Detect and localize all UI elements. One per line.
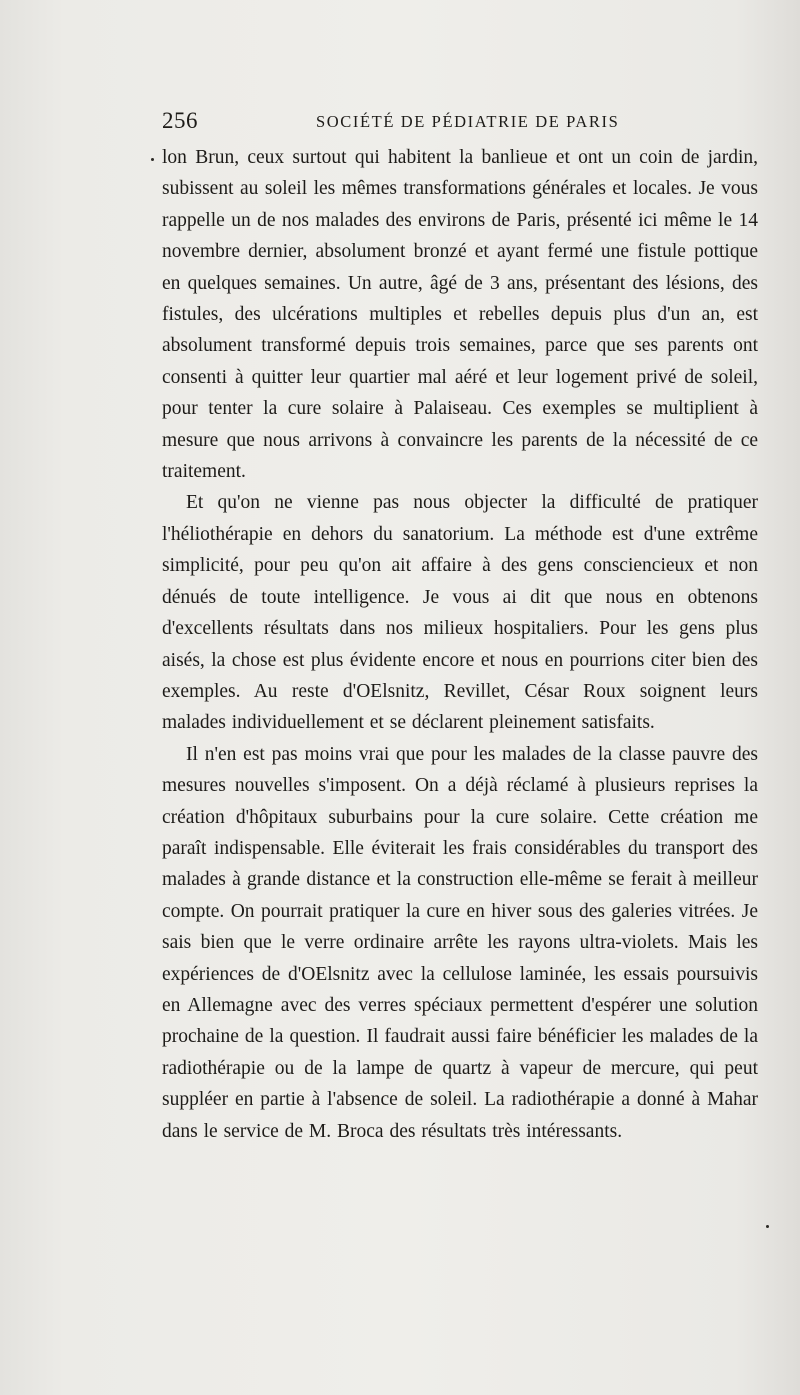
paragraph-2: Et qu'on ne vienne pas nous objecter la difficulté de pratiquer l'héliothérapie en dehors du sanatorium. La méthode est d'une extrême simplicité, pour peu qu'on ait affaire à des gens consciencieux et non dénués de toute intelligence. Je vous ai dit que nous en obtenons d'excellents résultats dans nos milieux hospitaliers. Pour les gens plus aisés, la chose est plus évidente encore et nous en pourrions citer bien des exemples. Au reste d'OElsnitz, Revillet, César Roux soignent leurs malades individuellement et se déclarent pleinement satisfaits. bbox=[162, 492, 758, 734]
ink-speck bbox=[766, 1225, 769, 1228]
page-number: 256 bbox=[162, 108, 198, 133]
paragraph-3: Il n'en est pas moins vrai que pour les malades de la classe pauvre des mesures nouvelles s'imposent. On a déjà réclamé à plusieurs reprises la création d'hôpitaux suburbains pour la cure solaire. Cette création me paraît indispensable. Elle éviterait les frais considérables du transport des malades à grande distance et la construction elle-même se ferait à meilleur compte. On pourrait pratiquer la cure en hiver sous des galeries vitrées. Je sais bien que le verre ordinaire arrête les rayons ultra-violets. Mais les expériences de d'OElsnitz avec la cellulose laminée, les essais poursuivis en Allemagne avec des verres spéciaux permettent d'espérer une solution prochaine de la question. Il faudrait aussi faire bénéficier les malades de la radiothérapie ou de la lampe de quartz à vapeur de mercure, qui peut suppléer en partie à l'absence de soleil. La radiothérapie a donné à Mahar dans le service de M. Broca des résultats très intéressants. bbox=[162, 743, 758, 1142]
running-head: SOCIÉTÉ DE PÉDIATRIE DE PARIS bbox=[316, 112, 620, 131]
body-text bbox=[162, 142, 758, 1147]
ink-speck bbox=[151, 158, 154, 161]
paragraph-1: lon Brun, ceux surtout qui habitent la banlieue et ont un coin de jardin, subissent au soleil les mêmes transformations générales et locales. Je vous rappelle un de nos malades des environs de Paris, présenté ici même le 14 novembre dernier, absolument bronzé et ayant fermé une fistule pottique en quelques semaines. Un autre, âgé de 3 ans, présentant des lésions, des fistules, des ulcérations multiples et rebelles depuis plus d'un an, est absolument transformé depuis trois semaines, parce que ses parents ont consenti à quitter leur quartier mal aéré et leur logement privé de soleil, pour tenter la cure solaire à Palaiseau. Ces exemples se multiplient à mesure que nous arrivons à convaincre les parents de la nécessité de ce traitement. bbox=[162, 147, 758, 483]
page-header bbox=[162, 108, 758, 138]
